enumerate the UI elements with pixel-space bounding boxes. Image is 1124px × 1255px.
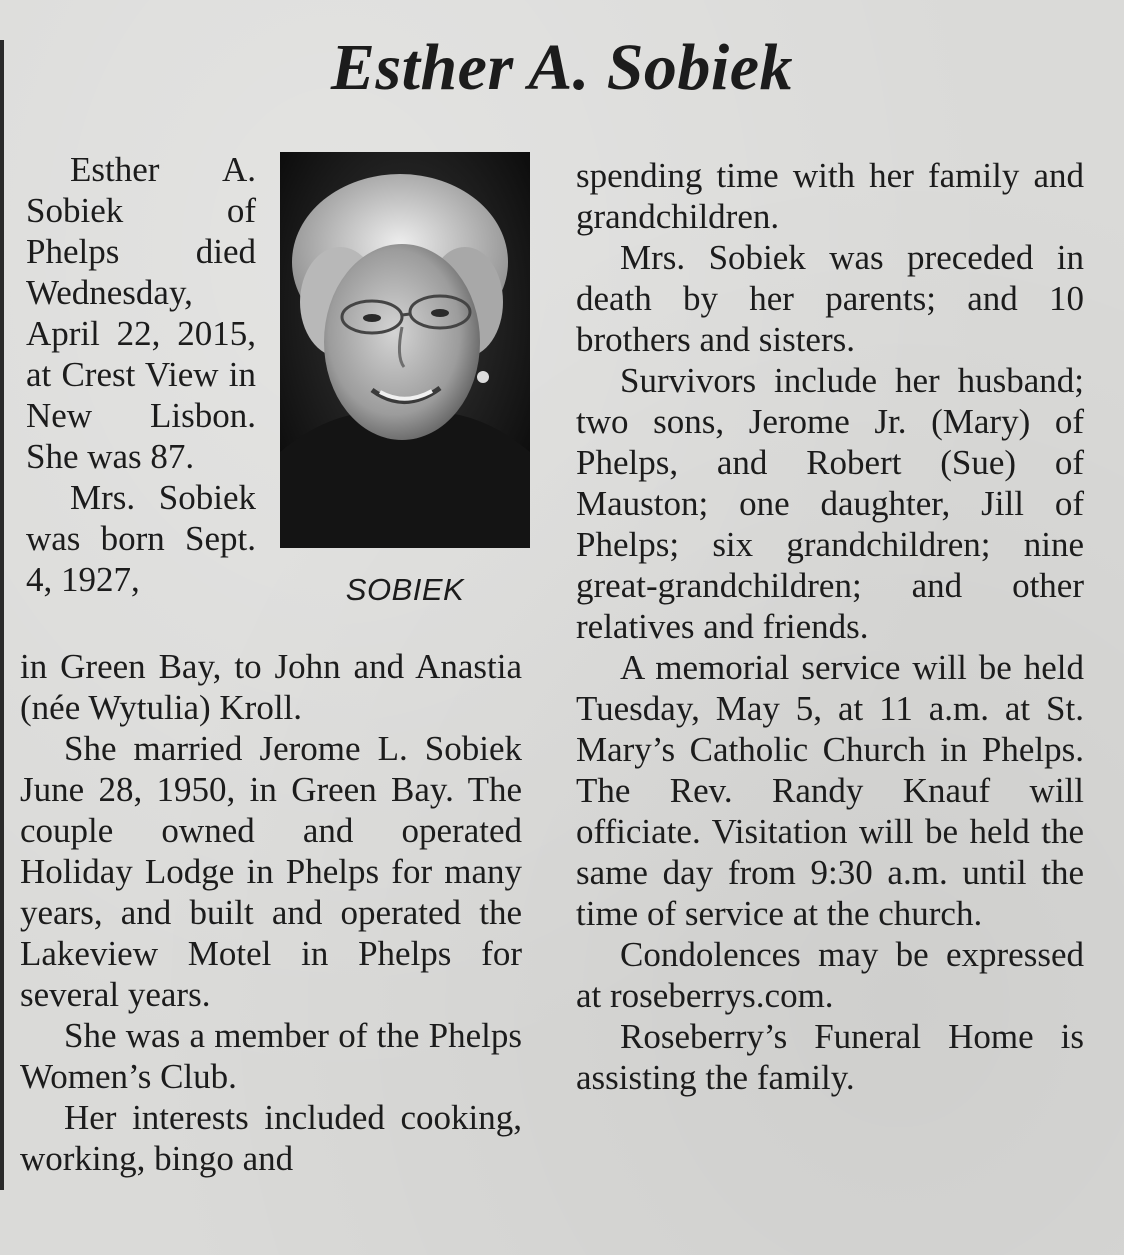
paragraph-condolences: Condolences may be expressed at roseberrys.com. (576, 935, 1084, 1015)
paragraph-interests-continued: spending time with her family and grandchildren. (576, 156, 1084, 236)
paragraph-preceded: Mrs. Sobiek was preceded in death by her parents; and 10 brothers and sisters. (576, 238, 1084, 359)
paragraph-memorial-service: A memorial service will be held Tuesday, May 5, at 11 a.m. at St. Mary’s Catholic Church in Phelps. The Rev. Randy Knauf will officiate. Visitation will be held the same day from 9:30 a.m. until the time of service at the church. (576, 648, 1084, 933)
paragraph-membership: She was a member of the Phelps Women’s Club. (20, 1016, 522, 1096)
paragraph-funeral-home: Roseberry’s Funeral Home is assisting the family. (576, 1017, 1084, 1097)
column-left-narrow (26, 149, 256, 600)
portrait-photo (280, 152, 530, 548)
column-right (576, 155, 1084, 1098)
headline: Esther A. Sobiek (330, 31, 794, 104)
paragraph-interests-start: Her interests included cooking, working, bingo and (20, 1098, 522, 1178)
paragraph-birth-start: Mrs. Sobiek was born Sept. 4, 1927, (26, 478, 256, 599)
photo-caption: SOBIEK (345, 572, 465, 607)
paragraph-survivors: Survivors include her husband; two sons, Jerome Jr. (Mary) of Phelps, and Robert (Sue) of Mauston; one daughter, Jill of Phelps; six grandchildren; nine great-grandchildren; and other relatives and friends. (576, 361, 1084, 646)
column-left-wide (20, 646, 522, 1179)
paragraph-death-notice: Esther A. Sobiek of Phelps died Wednesday, April 22, 2015, at Crest View in New Lisbon. She was 87. (26, 150, 256, 476)
paragraph-birth-continued: in Green Bay, to John and Anastia (née Wytulia) Kroll. (20, 647, 522, 727)
paragraph-marriage: She married Jerome L. Sobiek June 28, 1950, in Green Bay. The couple owned and operated Holiday Lodge in Phelps for many years, and built and operated the Lakeview Motel in Phelps for several years. (20, 729, 522, 1014)
column-rule (0, 40, 4, 1190)
portrait-image (280, 152, 530, 548)
